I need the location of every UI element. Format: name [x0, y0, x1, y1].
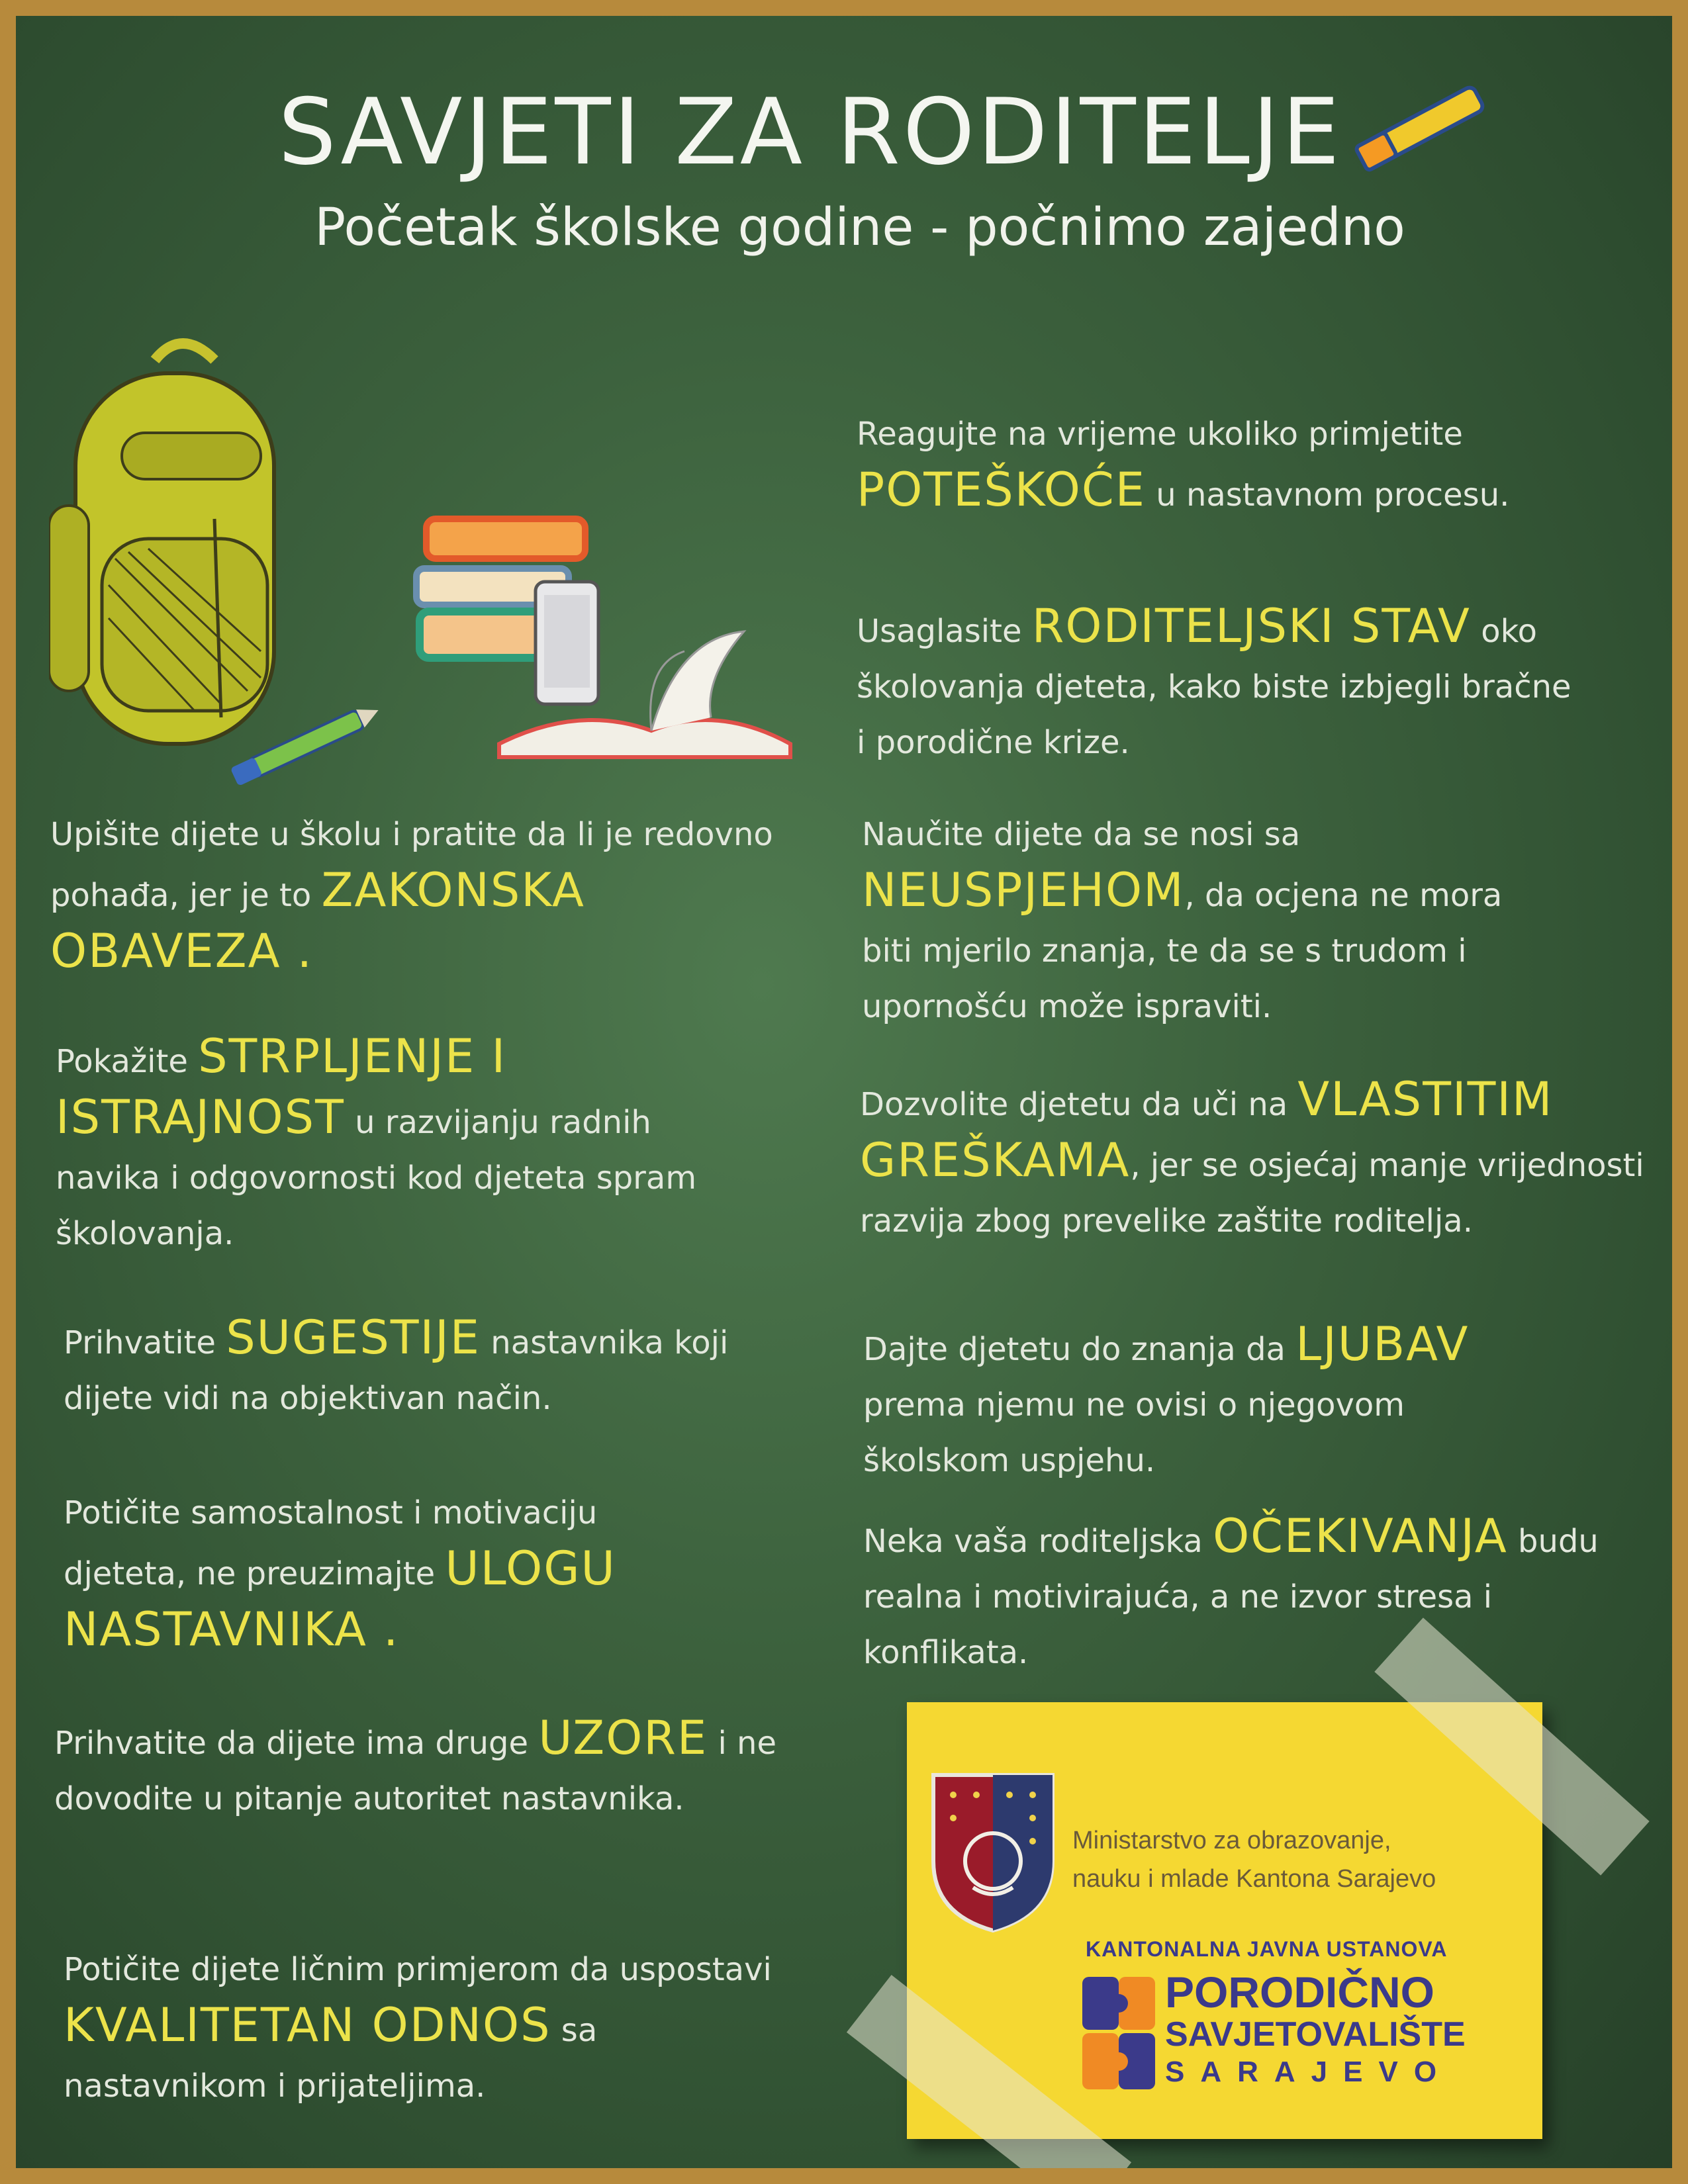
page-title: SAVJETI ZA RODITELJE — [278, 79, 1342, 185]
institution-name-2: SAVJETOVALIŠTE — [1165, 2015, 1466, 2054]
school-supplies-illustration — [49, 320, 810, 797]
page-subtitle: Početak školske godine - počnimo zajedno — [314, 198, 1405, 257]
tip-highlight: OČEKIVANJA — [1213, 1509, 1508, 1563]
tip-highlight: NEUSPJEHOM — [862, 863, 1185, 917]
tip-ocekivanja: Neka vaša roditeljska OČEKIVANJA budu realna i motivirajuća, a ne izvor stresa i konflikata. — [863, 1509, 1599, 1671]
tip-uloga-nastavnika: Potičite samostalnost i motivaciju djeteta, ne preuzimajte ULOGU NASTAVNIKA . — [64, 1494, 616, 1657]
phone-icon — [536, 582, 598, 704]
tip-highlight: UZORE — [538, 1711, 708, 1765]
chalkboard — [16, 16, 1672, 2168]
tip-highlight: ULOGU NASTAVNIKA — [64, 1541, 616, 1657]
tip-strpljenje: Pokažite STRPLJENJE I ISTRAJNOST u razvijanju radnih navika i odgovornosti kod djeteta spram školovanja. — [56, 1029, 697, 1252]
institution-name-1: PORODIČNO — [1165, 1968, 1435, 2017]
tip-kvalitetan-odnos: Potičite dijete ličnim primjerom da uspostavi KVALITETAN ODNOS sa nastavnikom i prijateljima. — [64, 1951, 772, 2105]
tip-highlight: SUGESTIJE — [226, 1310, 481, 1365]
tip-vlastite-greske: Dozvolite djetetu da uči na VLASTITIM GREŠKAMA, jer se osjećaj manje vrijednosti razvija zbog prevelike zaštite roditelja. — [860, 1072, 1644, 1240]
tip-highlight: RODITELJSKI STAV — [1031, 599, 1471, 653]
chalk-icon — [1346, 75, 1505, 175]
tip-highlight: ZAKONSKA OBAVEZA — [50, 863, 585, 978]
institution-label: KANTONALNA JAVNA USTANOVA — [1086, 1937, 1448, 1961]
puzzle-logo-icon — [1076, 1970, 1162, 2096]
coat-of-arms-icon — [927, 1768, 1059, 1934]
tip-ljubav: Dajte djetetu do znanja da LJUBAV prema njemu ne ovisi o njegovom školskom uspjehu. — [863, 1317, 1470, 1479]
tip-sugestije: Prihvatite SUGESTIJE nastavnika koji dijete vidi na objektivan način. — [64, 1310, 729, 1417]
tip-poteskoce: Reagujte na vrijeme ukoliko primjetite POTEŠKOĆE u nastavnom procesu. — [857, 416, 1510, 517]
tip-highlight: POTEŠKOĆE — [857, 463, 1147, 517]
tip-highlight: VLASTITIM GREŠKAMA — [860, 1072, 1554, 1187]
tip-uzore: Prihvatite da dijete ima druge UZORE i ne dovodite u pitanje autoritet nastavnika. — [54, 1711, 776, 1817]
institution-city: SARAJEVO — [1165, 2056, 1453, 2088]
tip-roditeljski-stav: Usaglasite RODITELJSKI STAV oko školovanja djeteta, kako biste izbjegli bračne i porodične krize. — [857, 599, 1571, 761]
tip-zakonska-obaveza: Upišite dijete u školu i pratite da li je redovno pohađa, jer je to ZAKONSKA OBAVEZA . — [50, 816, 773, 978]
tip-highlight: LJUBAV — [1295, 1317, 1470, 1371]
tip-neuspjeh: Naučite dijete da se nosi sa NEUSPJEHOM, da ocjena ne mora biti mjerilo znanja, te da se s trudom i upornošću može ispraviti. — [862, 816, 1503, 1025]
pen-icon — [230, 701, 383, 786]
backpack-icon — [49, 343, 274, 744]
ministry-text: Ministarstvo za obrazovanje, nauku i mlade Kantona Sarajevo — [1072, 1827, 1436, 1893]
tip-highlight: STRPLJENJE I ISTRAJNOST — [56, 1029, 507, 1144]
tip-highlight: KVALITETAN ODNOS — [64, 1998, 551, 2052]
